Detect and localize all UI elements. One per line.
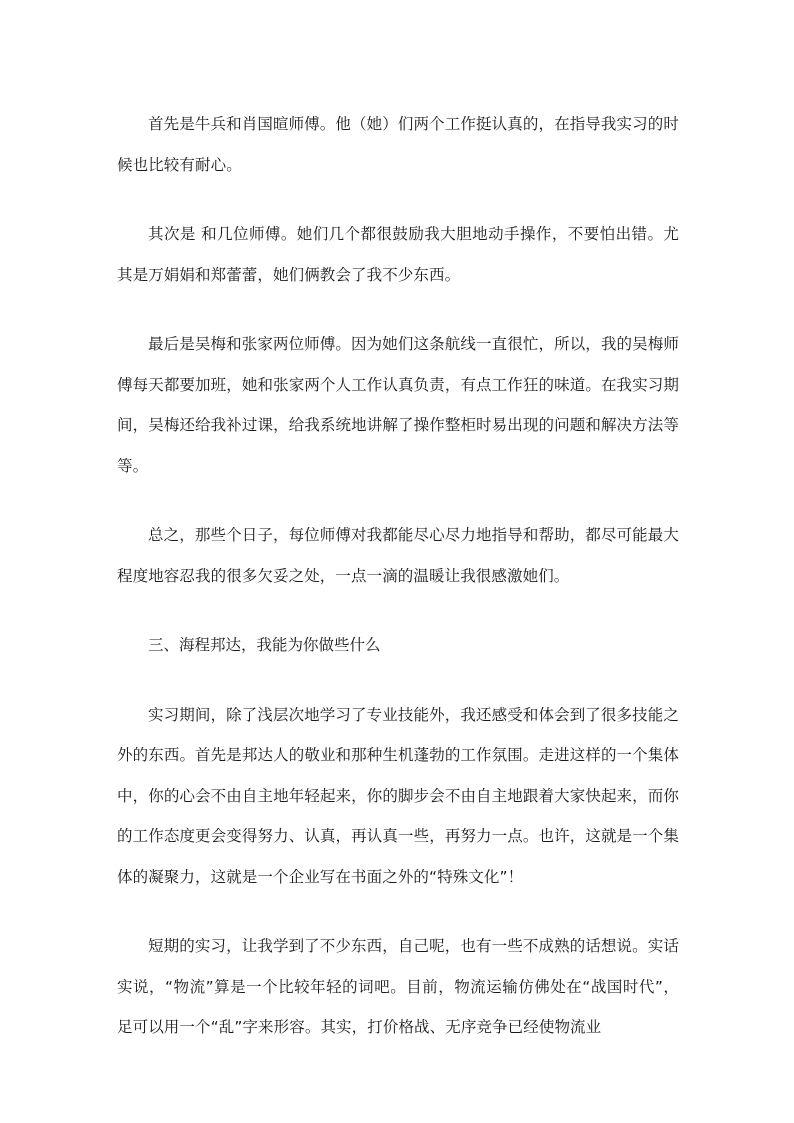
paragraph-mentors-several: 其次是 和几位师傅。她们几个都很鼓励我大胆地动手操作，不要怕出错。尤其是万娟娟和郑蕾蕾，她们俩教会了我不少东西。	[117, 225, 679, 284]
section-heading-three: 三、海程邦达，我能为你做些什么	[148, 636, 381, 654]
paragraph-mentors-wu-zhang: 最后是吴梅和张家两位师傅。因为她们这条航线一直很忙，所以，我的吴梅师傅每天都要加班，她和张家两个人工作认真负责，有点工作狂的味道。在我实习期间，吴梅还给我补过课，给我系统地讲解了操作整柜时易出现的问题和解决方法等等。	[117, 335, 679, 475]
paragraph-mentors-niu-xiao: 首先是牛兵和肖国暄师傅。他（她）们两个工作挺认真的，在指导我实习的时候也比较有耐心。	[117, 115, 679, 174]
paragraph-summary: 总之，那些个日子，每位师傅对我都能尽心尽力地指导和帮助，都尽可能最大程度地容忍我的很多欠妥之处，一点一滴的温暖让我很感激她们。	[117, 526, 679, 585]
paragraph-logistics-thoughts: 短期的实习，让我学到了不少东西，自己呢，也有一些不成熟的话想说。实话实说，“物流”算是一个比较年轻的词吧。目前，物流运输仿佛处在“战国时代”，足可以用一个“乱”字来形容。其实，打价格战、无序竞争已经使物流业	[117, 937, 679, 1036]
paragraph-company-culture: 实习期间，除了浅层次地学习了专业技能外，我还感受和体会到了很多技能之外的东西。首先是邦达人的敬业和那种生机蓬勃的工作氛围。走进这样的一个集体中，你的心会不由自主地年轻起来，你的脚步会不由自主地跟着大家快起来，而你的工作态度更会变得努力、认真，再认真一些，再努力一点。也许，这就是一个集体的凝聚力，这就是一个企业写在书面之外的“特殊文化”！	[117, 705, 679, 886]
document-page	[117, 104, 679, 1077]
